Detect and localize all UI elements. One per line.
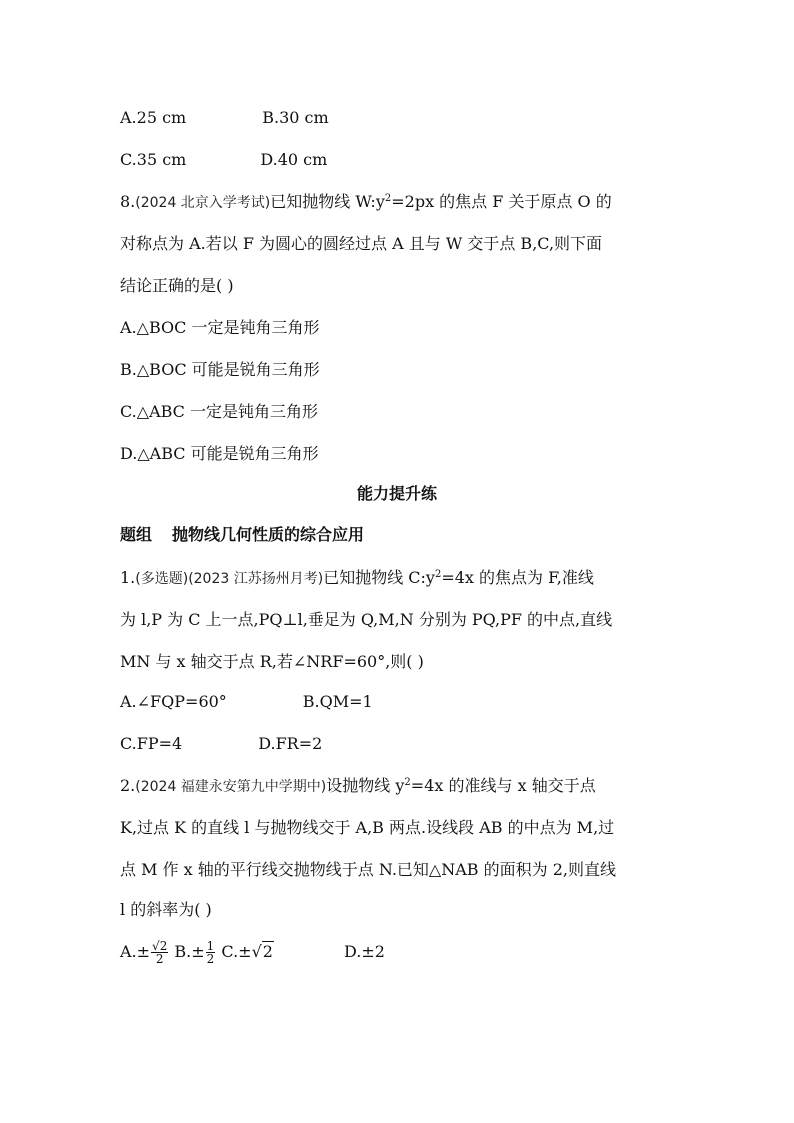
q2-option-b: B.± $\frac{1}{2}$ (174, 939, 215, 966)
q1-superscript: 2 (434, 569, 442, 580)
group-heading (120, 523, 364, 547)
q8-line-2: 对称点为 A.若以 F 为圆心的圆经过点 A 且与 W 交于点 B,C,则下面 (120, 234, 603, 253)
q1-line-1 (120, 566, 594, 591)
q2-superscript: 2 (404, 777, 411, 788)
q8-number: 8. (120, 192, 136, 211)
group-label: 题组 (120, 525, 153, 544)
q8-option-c: C.△ABC 一定是钝角三角形 (120, 402, 319, 421)
q7-option-a: A.25 cm (120, 108, 187, 127)
q2-line-2: K,过点 K 的直线 l 与抛物线交于 A,B 两点.设线段 AB 的中点为 M,过 (120, 818, 615, 837)
q8-line-3: 结论正确的是( ) (120, 276, 234, 295)
q8-text-1a: 已知抛物线 W:y (270, 192, 385, 211)
q2-text-1a: 设抛物线 y (326, 776, 405, 795)
q8-option-d: D.△ABC 可能是锐角三角形 (120, 444, 319, 463)
q1-option-d: D.FR=2 (258, 734, 323, 753)
q2-source: (2024 福建永安第九中学期中) (135, 779, 327, 795)
q2-option-d: D.±2 (343, 942, 385, 961)
group-title: 抛物线几何性质的综合应用 (172, 525, 365, 544)
q1-options-row-1 (120, 690, 373, 714)
q2-number: 2. (120, 776, 136, 795)
q8-line-1 (120, 190, 612, 215)
q8-source: (2024 北京入学考试) (135, 195, 271, 211)
q1-text-1b: =4x 的焦点为 F,准线 (441, 568, 594, 587)
q8-superscript: 2 (384, 193, 392, 204)
q1-text-1a: 已知抛物线 C:y (323, 568, 435, 587)
q1-source: (多选题)(2023 江苏扬州月考) (135, 571, 324, 587)
q7-option-c: C.35 cm (120, 150, 187, 169)
q2-text-1b: =4x 的准线与 x 轴交于点 (410, 776, 596, 795)
q2-option-c: C.±√2 (221, 942, 274, 961)
q2-option-a-fraction: $\frac{√2}{2}$ (152, 939, 168, 966)
q1-number: 1. (120, 568, 136, 587)
q1-line-3: MN 与 x 轴交于点 R,若∠NRF=60°,则( ) (120, 652, 424, 671)
q7-options-row-1 (120, 106, 329, 130)
section-title: 能力提升练 (356, 484, 437, 503)
q2-option-a: A.± $\frac{√2}{2}$ (120, 939, 168, 966)
q2-line-1 (120, 774, 596, 799)
q2-line-4: l 的斜率为( ) (120, 900, 212, 919)
q8-text-1b: =2px 的焦点 F 关于原点 O 的 (391, 192, 612, 211)
q1-option-a: A.∠FQP=60° (120, 692, 227, 711)
q8-option-b: B.△BOC 可能是锐角三角形 (120, 360, 320, 379)
q7-option-b: B.30 cm (262, 108, 329, 127)
q1-option-c: C.FP=4 (120, 734, 183, 753)
q2-option-b-fraction: $\frac{1}{2}$ (206, 939, 215, 966)
q2-options-row (120, 938, 385, 966)
q7-options-row-2 (120, 148, 327, 172)
q1-line-2: 为 l,P 为 C 上一点,PQ⊥l,垂足为 Q,M,N 分别为 PQ,PF 的中点,直线 (120, 610, 613, 629)
q2-line-3: 点 M 作 x 轴的平行线交抛物线于点 N.已知△NAB 的面积为 2,则直线 (120, 860, 616, 879)
q8-option-a: A.△BOC 一定是钝角三角形 (120, 318, 320, 337)
q1-options-row-2 (120, 732, 322, 756)
q2-option-c-sqrt: √2 (251, 942, 273, 961)
q1-option-b: B.QM=1 (302, 692, 373, 711)
q7-option-d: D.40 cm (260, 150, 328, 169)
